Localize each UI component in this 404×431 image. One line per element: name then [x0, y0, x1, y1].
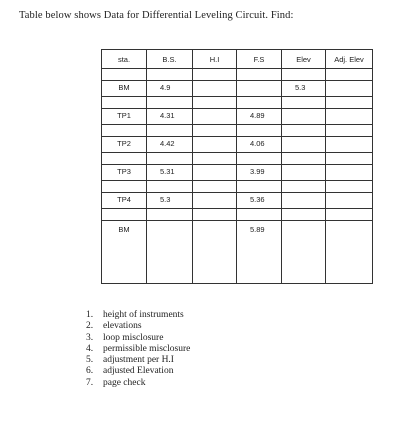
task-list: [86, 310, 190, 389]
cell-adj-elev: [326, 165, 373, 181]
column-header-elev: Elev: [282, 50, 326, 69]
table-spacer-row: [102, 153, 373, 165]
table-spacer-row: [102, 97, 373, 109]
table-header-row: [102, 50, 373, 69]
cell-fs: 4.89: [237, 109, 282, 125]
list-number: 5.: [86, 355, 94, 366]
cell-elev: [282, 193, 326, 209]
table-spacer-row: [102, 125, 373, 137]
cell-elev: [282, 109, 326, 125]
cell-fs: 3.99: [237, 165, 282, 181]
list-text: adjustment per H.I: [103, 355, 174, 366]
cell-fs: 4.06: [237, 137, 282, 153]
list-item: [86, 310, 190, 321]
cell-hi: [193, 221, 237, 284]
cell-elev: 5.3: [282, 81, 326, 97]
cell-fs: [237, 81, 282, 97]
list-item: [86, 366, 190, 377]
list-text: adjusted Elevation: [103, 366, 174, 377]
cell-adj-elev: [326, 81, 373, 97]
list-number: 2.: [86, 321, 94, 332]
table-row: [102, 137, 373, 153]
cell-fs: 5.89: [237, 221, 282, 284]
list-item: [86, 321, 190, 332]
cell-bs: 4.9: [147, 81, 193, 97]
table-spacer-row: [102, 181, 373, 193]
cell-bs: 5.31: [147, 165, 193, 181]
cell-sta: BM: [102, 221, 147, 284]
page-heading: Table below shows Data for Differential Leveling Circuit. Find:: [19, 10, 294, 21]
cell-adj-elev: [326, 109, 373, 125]
column-header-hi: H.I: [193, 50, 237, 69]
cell-elev: [282, 221, 326, 284]
column-header-fs: F.S: [237, 50, 282, 69]
column-header-adj-elev: Adj. Elev: [326, 50, 373, 69]
table-row: [102, 109, 373, 125]
cell-sta: BM: [102, 81, 147, 97]
list-item: [86, 378, 190, 389]
list-text: loop misclosure: [103, 332, 164, 343]
cell-sta: TP1: [102, 109, 147, 125]
list-number: 1.: [86, 310, 94, 320]
list-number: 4.: [86, 343, 94, 354]
cell-elev: [282, 137, 326, 153]
cell-hi: [193, 81, 237, 97]
list-number: 7.: [86, 377, 94, 388]
cell-bs: 4.42: [147, 137, 193, 153]
list-text: permissible misclosure: [103, 343, 191, 354]
list-item: [86, 355, 190, 366]
list-number: 3.: [86, 332, 94, 343]
cell-adj-elev: [326, 137, 373, 153]
cell-elev: [282, 165, 326, 181]
cell-hi: [193, 109, 237, 125]
cell-bs: 5.3: [147, 193, 193, 209]
cell-sta: TP3: [102, 165, 147, 181]
column-header-bs: B.S.: [147, 50, 193, 69]
cell-fs: 5.36: [237, 193, 282, 209]
list-number: 6.: [86, 366, 94, 377]
list-item: [86, 344, 190, 355]
cell-hi: [193, 193, 237, 209]
table-row: [102, 221, 373, 284]
table-row: [102, 193, 373, 209]
table-spacer-row: [102, 209, 373, 221]
cell-hi: [193, 165, 237, 181]
leveling-table: [101, 49, 373, 284]
list-item: [86, 333, 190, 344]
list-text: page check: [103, 377, 146, 388]
list-text: height of instruments: [103, 310, 184, 320]
cell-sta: TP4: [102, 193, 147, 209]
list-text: elevations: [103, 321, 142, 332]
cell-adj-elev: [326, 221, 373, 284]
cell-hi: [193, 137, 237, 153]
cell-bs: [147, 221, 193, 284]
column-header-sta: sta.: [102, 50, 147, 69]
table-row: [102, 165, 373, 181]
cell-adj-elev: [326, 193, 373, 209]
cell-bs: 4.31: [147, 109, 193, 125]
cell-sta: TP2: [102, 137, 147, 153]
table-spacer-row: [102, 69, 373, 81]
table-row: [102, 81, 373, 97]
